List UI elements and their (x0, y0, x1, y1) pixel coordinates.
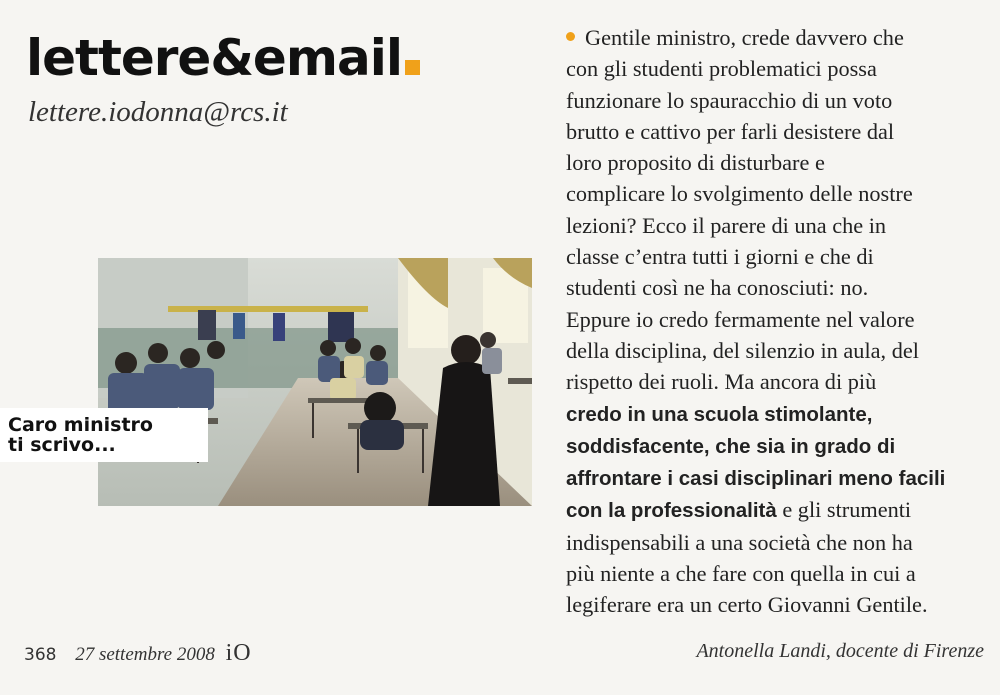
letter-line: rispetto dei ruoli. Ma ancora di più (566, 369, 877, 395)
letter-line-mixed (566, 494, 986, 526)
letter-line-text: e gli strumenti (776, 497, 912, 523)
classroom-illustration (98, 258, 532, 506)
letter-line: indispensabili a una società che non ha (566, 529, 913, 555)
letter-line: lezioni? Ecco il parere di una che in (566, 212, 887, 238)
masthead-title: lettere&email (26, 29, 402, 87)
letter-line-bold (566, 430, 986, 462)
email-address[interactable]: lettere.iodonna@rcs.it (28, 96, 288, 128)
masthead-dot (405, 60, 420, 75)
letter-line: brutto e cattivo per farli desistere dal (566, 118, 895, 144)
classroom-photo (98, 258, 532, 506)
caption-line: ti scrivo... (8, 434, 116, 456)
page-number: 368 (24, 645, 57, 665)
letter-line-bold (566, 462, 986, 494)
letter-line: legiferare era un certo Giovanni Gentile. (566, 592, 928, 618)
letter-line: con gli studenti problematici possa (566, 56, 877, 82)
bold-text: soddisfacente, che sia in grado di (566, 434, 896, 458)
letter-line: funzionare lo spauracchio di un voto (566, 87, 893, 113)
bold-text: con la professionalità (566, 499, 777, 523)
signature: Antonella Landi, docente di Firenze (696, 640, 984, 662)
letter-line: loro proposito di disturbare e (566, 150, 825, 176)
letter-line: classe c’entra tutti i giorni e che di (566, 244, 874, 270)
letter-line: della disciplina, del silenzio in aula, del (566, 337, 919, 363)
issue-date: 27 settembre 2008 (75, 644, 215, 665)
letter-line-bold (566, 398, 986, 430)
letter-line: studenti così ne ha conosciuti: no. (566, 275, 869, 301)
letter-line (566, 22, 986, 53)
letter-line: più niente a che fare con quella in cui a (566, 561, 916, 587)
letter-line: complicare lo svolgimento delle nostre (566, 181, 913, 207)
caption-line: Caro ministro (8, 414, 153, 436)
magazine-logo: iO (225, 640, 252, 666)
letter-text (566, 22, 986, 621)
bullet-icon (566, 32, 575, 41)
photo-caption (0, 408, 208, 462)
letter-line: Eppure io credo fermamente nel valore (566, 306, 915, 332)
bold-text: affrontare i casi disciplinari meno facili (566, 467, 946, 491)
bold-text: credo in una scuola stimolante, (566, 402, 873, 426)
letter-line-text: Gentile ministro, crede davvero che (585, 25, 904, 50)
masthead (26, 28, 420, 88)
page-footer (24, 640, 252, 667)
